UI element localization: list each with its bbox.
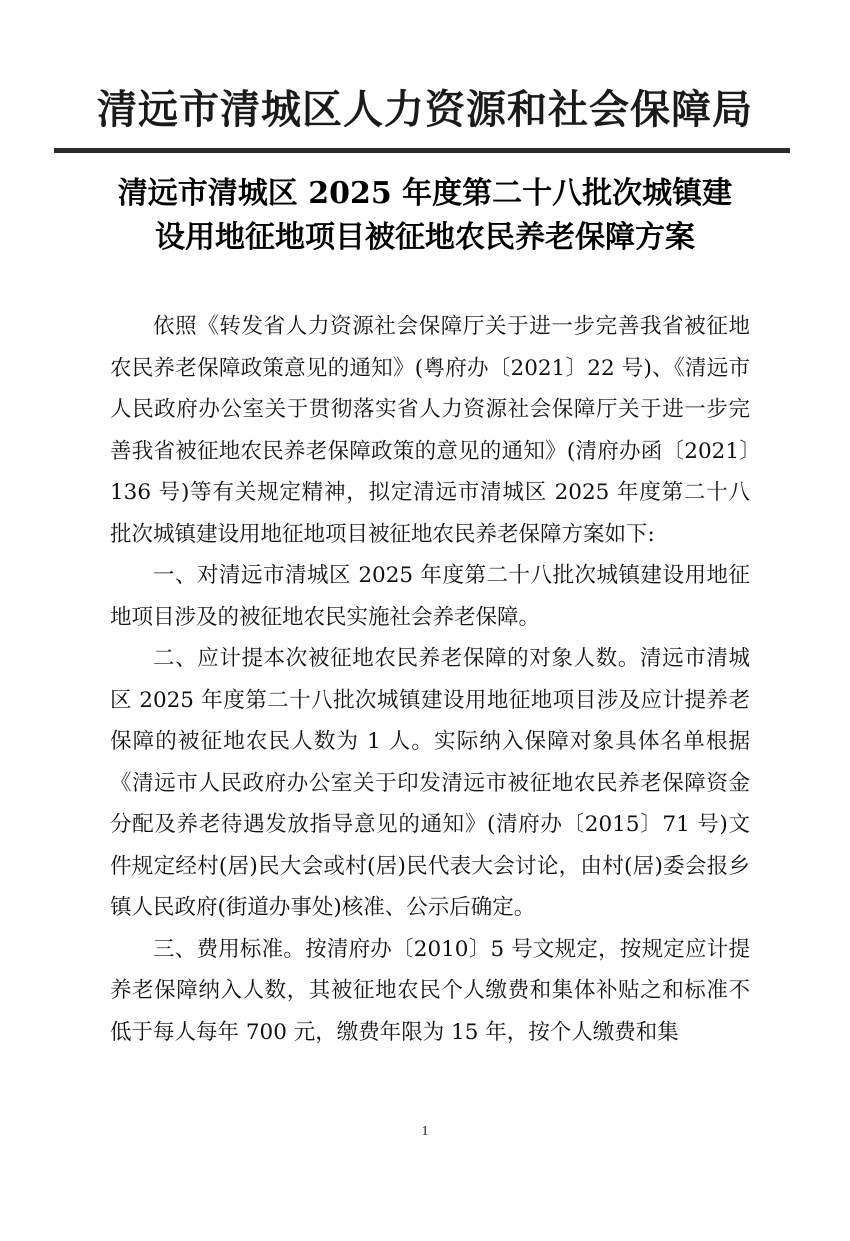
paragraph-preamble: 依照《转发省人力资源社会保障厅关于进一步完善我省被征地农民养老保障政策意见的通知》(粤府办〔2021〕22 号)、《清远市人民政府办公室关于贯彻落实省人力资源社会保障厅关于进一步完善我省被征地农民养老保障政策的意见的通知》(清府办函〔2021〕136 号)等有关规定精神，拟定清远市清城区 2025 年度第二十八批次城镇建设用地征地项目被征地农民养老保障方案如下: xyxy=(110,314,750,547)
organization-header: 清远市清城区人力资源和社会保障局 xyxy=(97,86,753,133)
document-title-line-1: 清远市清城区 2025 年度第二十八批次城镇建 xyxy=(117,176,733,211)
document-title-line-2: 设用地征地项目被征地农民养老保障方案 xyxy=(155,220,695,255)
paragraph-section-2: 二、应计提本次被征地农民养老保障的对象人数。清远市清城区 2025 年度第二十八批次城镇建设用地征地项目涉及应计提养老保障的被征地农民人数为 1 人。实际纳入保障对象具体名单根据《清远市人民政府办公室关于印发清远市被征地农民养老保障资金分配及养老待遇发放指导意见的通知》(清府办〔2015〕71 号)文件规定经村(居)民大会或村(居)民代表大会讨论，由村(居)委会报乡镇人民政府(街道办事处)核准、公示后确定。 xyxy=(110,646,750,920)
document-title xyxy=(0,172,850,260)
paragraph-section-1: 一、对清远市清城区 2025 年度第二十八批次城镇建设用地征地项目涉及的被征地农民实施社会养老保障。 xyxy=(110,563,750,630)
document-body xyxy=(110,306,750,1053)
paragraph-section-3: 三、费用标准。按清府办〔2010〕5 号文规定，按规定应计提养老保障纳入人数，其被征地农民个人缴费和集体补贴之和标准不低于每人每年 700 元，缴费年限为 15 年，按个人缴费和集 xyxy=(110,936,750,1045)
header-divider xyxy=(54,148,790,153)
page-number: 1 xyxy=(421,1124,429,1139)
